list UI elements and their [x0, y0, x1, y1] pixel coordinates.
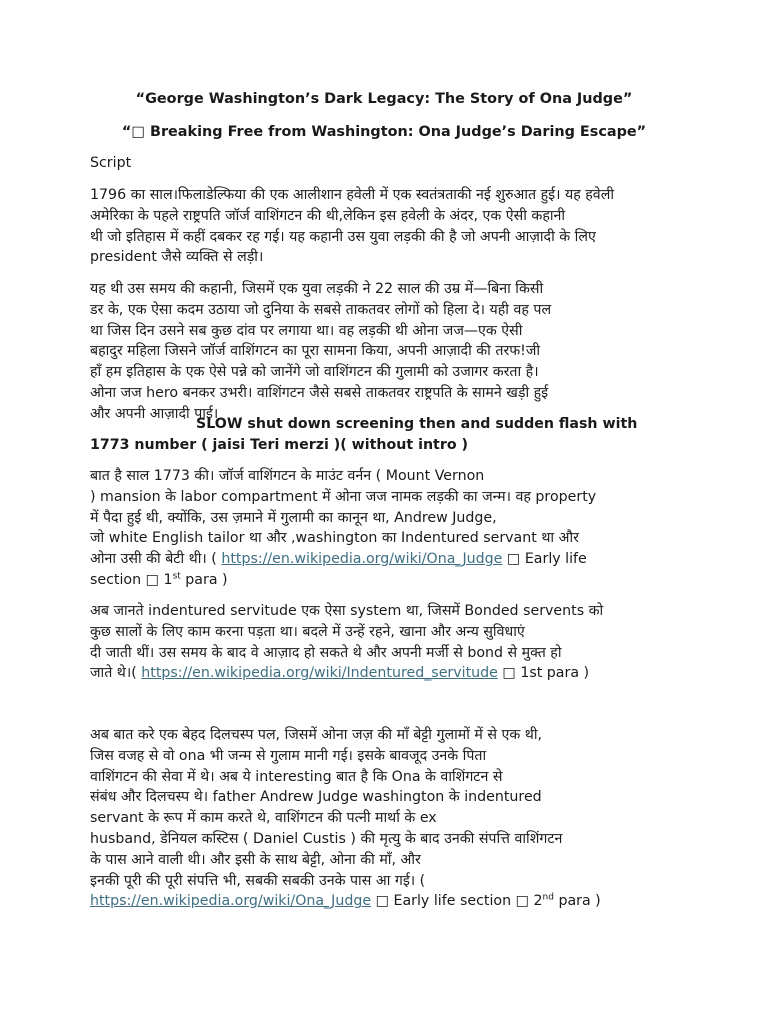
text-line: था जिस दिन उसने सब कुछ दांव पर लगाया था। वह लड़की थी ओना जज—एक ऐसी	[90, 322, 523, 339]
text-fragment: para )	[553, 893, 601, 910]
text-line: दी जाती थीं। उस समय के बाद वे आज़ाद हो सकते थे और अपनी मर्जी से bond से मुक्त हो	[90, 644, 562, 661]
text-fragment: (	[206, 551, 222, 568]
text-line: और अपनी आज़ादी पाई।	[90, 405, 219, 422]
superscript: st	[172, 571, 181, 582]
text-fragment: □ 1st para )	[497, 665, 590, 682]
wikipedia-link-indentured-servitude[interactable]: https://en.wikipedia.org/wiki/Indentured_servitude	[141, 665, 498, 682]
script-label: Script	[90, 155, 132, 171]
document-subtitle: “□ Breaking Free from Washington: Ona Judge’s Daring Escape”	[121, 124, 647, 140]
text-line: बहादुर महिला जिसने जॉर्ज वाशिंगटन का पूरा सामना किया, अपनी आज़ादी की तरफ!जी	[90, 343, 541, 360]
text-line: थी जो इतिहास में कहीं दबकर रह गई। यह कहानी उस युवा लड़की की है जो अपनी आज़ादी के लिए	[90, 228, 596, 245]
text-line: अब जानते indentured servitude एक ऐसा system था, जिसमें Bonded servents को	[90, 603, 604, 619]
paragraph-servitude	[90, 601, 680, 684]
wikipedia-link-ona-judge-2[interactable]: https://en.wikipedia.org/wiki/Ona_Judge	[90, 893, 372, 910]
superscript: nd	[542, 892, 554, 903]
text-line: ओना जज hero बनकर उभरी। वाशिंगटन जैसे सबसे ताकतवर राष्ट्रपति के सामने खड़ी हुई	[90, 384, 549, 401]
text-line: president जैसे व्यक्ति से लड़ी।	[90, 249, 264, 266]
text-line: कुछ सालों के लिए काम करना पड़ता था। बदले में उन्हें रहने, खाना और अन्य सुविधाएं	[90, 623, 525, 640]
text-line: हाँ हम इतिहास के एक ऐसे पन्ने को जानेंगे जो वाशिंगटन की गुलामी को उजागर करता है।	[90, 364, 539, 381]
text-line: यह थी उस समय की कहानी, जिसमें एक युवा लड़की ने 22 साल की उम्र में—बिना किसी	[90, 281, 544, 297]
text-line: में पैदा हुई थी, क्योंकि, उस ज़माने में गुलामी का कानून था, Andrew Judge,	[90, 509, 497, 526]
text-fragment: □ Early life section □ 2	[371, 893, 543, 910]
stage-direction	[90, 414, 680, 456]
text-line-with-link	[90, 663, 680, 684]
wikipedia-link-ona-judge[interactable]: https://en.wikipedia.org/wiki/Ona_Judge	[221, 551, 503, 568]
text-line-with-link	[90, 891, 680, 912]
text-fragment: जाते थे।	[90, 665, 132, 682]
text-line: अमेरिका के पहले राष्ट्रपति जॉर्ज वाशिंगटन की थी,लेकिन इस हवेली के अंदर, एक ऐसी कहानी	[90, 207, 566, 224]
text-fragment: ओना उसी की बेटी थी।	[90, 551, 207, 568]
text-line: SLOW shut down screening then and sudden flash with	[196, 416, 638, 432]
text-line	[90, 570, 680, 591]
text-line: संबंध और दिलचस्प थे। father Andrew Judge washington के indentured	[90, 789, 542, 806]
paragraph-birth	[90, 466, 680, 591]
text-line: ) mansion के labor compartment में ओना जज नामक लड़की का जन्म। वह property	[90, 488, 597, 505]
paragraph-family	[90, 725, 680, 912]
text-line: अब बात करे एक बेहद दिलचस्प पल, जिसमें ओना जज़ की माँ बेट्टी गुलामों में से एक थी,	[90, 727, 543, 743]
text-line: husband, डेनियल कस्टिस ( Daniel Custis ) की मृत्यु के बाद उनकी संपत्ति वाशिंगटन	[90, 830, 563, 847]
text-fragment: section □ 1	[90, 571, 173, 588]
text-line: के पास आने वाली थी। और इसी के साथ बेट्टी, ओना की माँ, और	[90, 851, 421, 868]
text-line: जिस वजह से वो ona भी जन्म से गुलाम मानी गई। इसके बावजूद उनके पिता	[90, 747, 487, 764]
paragraph-story	[90, 279, 680, 425]
text-fragment: (	[131, 665, 142, 682]
text-line: इनकी पूरी की पूरी संपत्ति भी, सबकी सबकी उनके पास आ गई। (	[90, 872, 426, 889]
text-fragment: para )	[180, 571, 228, 588]
text-line: वाशिंगटन की सेवा में थे। अब ये interesting बात है कि Ona के वाशिंगटन से	[90, 768, 503, 785]
paragraph-intro	[90, 185, 680, 268]
text-fragment: □ Early life	[502, 551, 587, 568]
text-line: बात है साल 1773 की। जॉर्ज वाशिंगटन के माउंट वर्नन ( Mount Vernon	[90, 468, 485, 484]
text-line: जो white English tailor था और ,washington का Indentured servant था और	[90, 530, 579, 547]
text-line-with-link	[90, 549, 680, 570]
text-line: servant के रूप में काम करते थे, वाशिंगटन की पत्नी मार्था के ex	[90, 810, 437, 827]
text-line: 1796 का साल।फिलाडेल्फिया की एक आलीशान हवेली में एक स्वतंत्रताकी नई शुरुआत हुई। यह हवेली	[90, 187, 614, 203]
text-line: डर के, एक ऐसा कदम उठाया जो दुनिया के सबसे ताकतवर लोगों को हिला दे। यही वह पल	[90, 301, 552, 318]
document-title: “George Washington’s Dark Legacy: The Story of Ona Judge”	[135, 91, 633, 107]
text-line: 1773 number ( jaisi Teri merzi )( without intro )	[90, 436, 469, 453]
